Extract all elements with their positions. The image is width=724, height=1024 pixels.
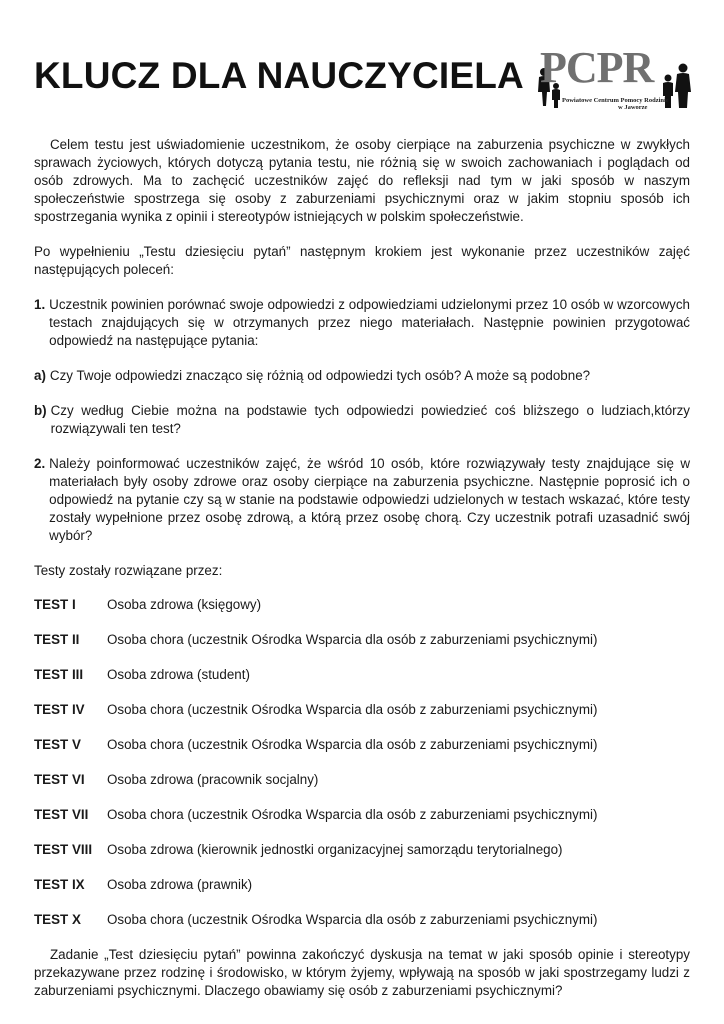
list-item [34,455,690,545]
test-label: TEST I [34,597,76,612]
test-row [34,736,690,771]
list-item-text: Czy według Ciebie można na podstawie tych odpowiedzi powiedzieć coś bliższego o ludziach,którzy rozwiązywali ten test? [50,403,690,436]
logo-caption-line2: w Jaworze [618,104,648,111]
list-item [34,367,690,385]
test-desc: Osoba chora (uczestnik Ośrodka Wsparcia dla osób z zaburzeniami psychicznymi) [107,632,598,647]
list-item-text: Czy Twoje odpowiedzi znacząco się różnią od odpowiedzi tych osób? A może są podobne? [49,368,591,383]
list-item [34,296,690,350]
document-body [34,136,690,1000]
tests-list [34,596,690,946]
test-desc: Osoba zdrowa (prawnik) [107,877,253,892]
list-item-label: 1. [34,297,46,312]
test-label: TEST VII [34,807,89,822]
test-row [34,666,690,701]
test-desc: Osoba chora (uczestnik Ośrodka Wsparcia dla osób z zaburzeniami psychicznymi) [107,912,598,927]
test-row [34,911,690,946]
list-item-label: a) [34,368,46,383]
list-item-label: b) [34,403,47,418]
intro-paragraph: Celem testu jest uświadomienie uczestnikom, że osoby cierpiące na zaburzenia psychiczne w zwykłych sprawach życiowych, których dotyczą pytania testu, nie różnią się w swoich zachowaniach i poglądach od osób zdrowych. Ma to zachęcić uczestników zajęć do refleksji nad tym w jaki sposób w naszym społeczeństwie spostrzega się osoby z zaburzeniami psychicznymi oraz w jakim stopniu sposób ich spostrzegania wynika z opinii i stereotypów istniejących w polskim społeczeństwie. [34,137,690,224]
closing-paragraph: Zadanie „Test dziesięciu pytań” powinna zakończyć dyskusja na temat w jaki sposób opinie i stereotypy przekazywane przez rodzinę i środowisko, w którym żyjemy, wpływają na sposób w jaki spostrzegamy ludzi z zaburzeniami psychicznymi. Dlaczego obawiamy się osób z zaburzeniami psychicznymi? [34,947,690,998]
list-item-label: 2. [34,456,46,471]
test-desc: Osoba chora (uczestnik Ośrodka Wsparcia dla osób z zaburzeniami psychicznymi) [107,702,598,717]
list-item [34,402,690,438]
test-desc: Osoba chora (uczestnik Ośrodka Wsparcia dla osób z zaburzeniami psychicznymi) [107,737,598,752]
test-row [34,631,690,666]
test-desc: Osoba zdrowa (księgowy) [107,597,262,612]
test-label: TEST VI [34,772,85,787]
test-row [34,806,690,841]
test-desc: Osoba zdrowa (student) [107,667,250,682]
test-label: TEST V [34,737,81,752]
list-item-text: Należy poinformować uczestników zajęć, że wśród 10 osób, które rozwiązywały testy znajdujące się w materiałach były osoby zdrowe oraz osoby cierpiące na zaburzenia psychiczne. Następnie poprosić ich o odpowiedź na pytanie czy są w stanie na podstawie odpowiedzi udzielonych w testach wskazać, które testy zostały wypełnione przez osobę zdrową, a którą przez osobę chorą. Czy uczestnik potrafi uzasadnić swój wybór? [49,456,690,543]
test-row [34,876,690,911]
test-desc: Osoba zdrowa (kierownik jednostki organizacyjnej samorządu terytorialnego) [107,842,563,857]
test-label: TEST IX [34,877,85,892]
test-label: TEST III [34,667,84,682]
test-row [34,841,690,876]
test-label: TEST X [34,912,81,927]
logo-caption-line1: Powiatowe Centrum Pomocy Rodzinie [562,97,669,104]
test-label: TEST II [34,632,80,647]
test-desc: Osoba zdrowa (pracownik socjalny) [107,772,319,787]
pcpr-logo [530,43,695,111]
test-row [34,596,690,631]
test-row [34,701,690,736]
test-row [34,771,690,806]
test-label: TEST IV [34,702,85,717]
list-item-text: Uczestnik powinien porównać swoje odpowiedzi z odpowiedziami udzielonymi przez 10 osób w wzorcowych testach znajdujących się w otrzymanych przez niego materiałach. Następnie powinien przygotować odpowiedź na następujące pytania: [49,297,690,348]
tests-intro: Testy zostały rozwiązane przez: [34,563,223,578]
test-desc: Osoba chora (uczestnik Ośrodka Wsparcia dla osób z zaburzeniami psychicznymi) [107,807,598,822]
page-title: KLUCZ DLA NAUCZYCIELA [34,55,524,96]
logo-letters: PCPR [540,43,654,92]
after-test-paragraph: Po wypełnieniu „Testu dziesięciu pytań” następnym krokiem jest wykonanie przez uczestników zajęć następujących poleceń: [34,244,690,277]
test-label: TEST VIII [34,842,93,857]
